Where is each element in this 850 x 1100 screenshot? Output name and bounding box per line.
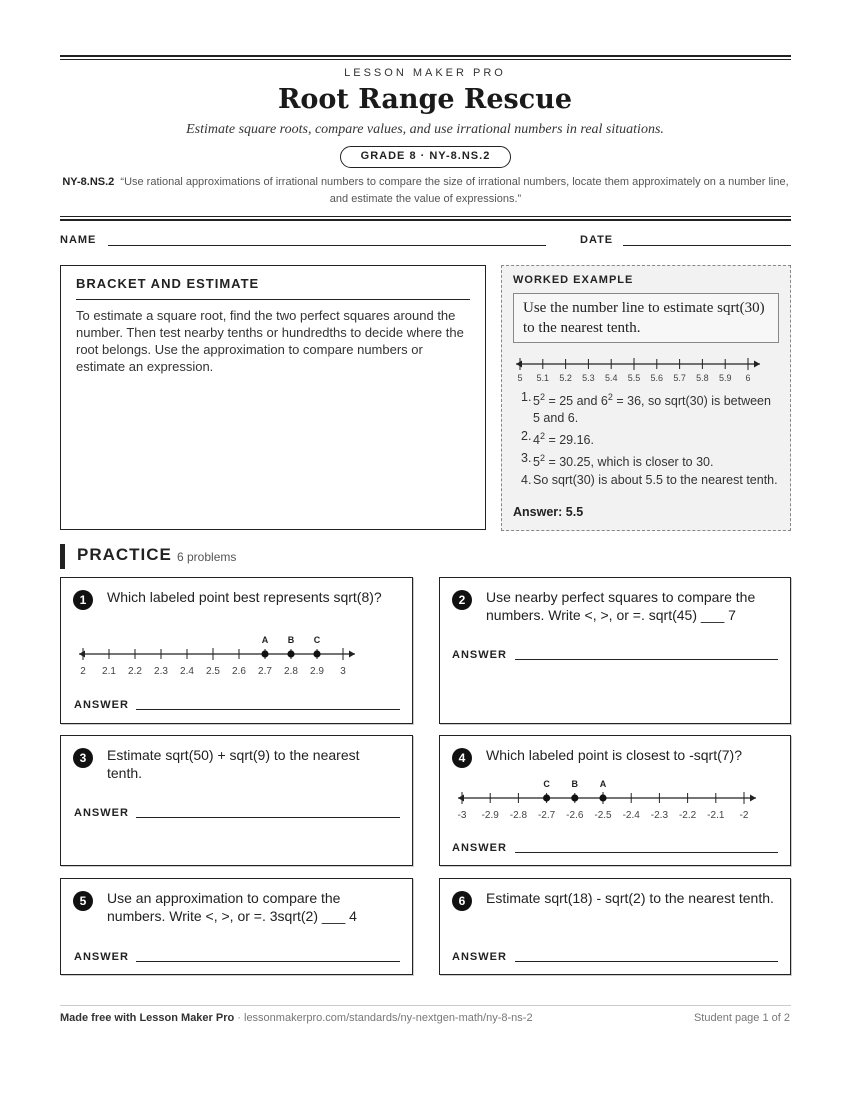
worked-example-heading: WORKED EXAMPLE — [513, 274, 634, 286]
tick-label: -2.6 — [566, 810, 584, 821]
problem-question: Which labeled point best represents sqrt(8)? — [107, 589, 382, 605]
footer-url[interactable]: · lessonmakerpro.com/standards/ny-nextgen-math/ny-8-ns-2 — [234, 1012, 533, 1024]
tick-label: 2.5 — [206, 666, 220, 677]
worked-example-box — [501, 265, 791, 531]
tick-label: -2.4 — [622, 810, 640, 821]
answer-field[interactable] — [515, 961, 778, 962]
tick-label: 2.7 — [258, 666, 272, 677]
answer-field[interactable] — [515, 659, 778, 660]
problem-number: 4 — [452, 748, 472, 768]
arrow-left-icon — [79, 651, 85, 658]
concept-body: To estimate a square root, find the two perfect squares around the number. Then test nearby tenths or hundredths to decide where the root belongs. Use the approximation to compare numbers or estimate an expression. — [76, 308, 464, 374]
arrow-right-icon — [750, 795, 756, 802]
point-marker — [287, 650, 294, 657]
tick-label: -2.3 — [650, 810, 669, 821]
practice-title: PRACTICE — [77, 545, 172, 564]
problem-card-2 — [439, 577, 791, 724]
date-label: DATE — [580, 234, 614, 246]
point-marker — [599, 794, 606, 801]
tick-label: -2.1 — [707, 810, 725, 821]
tick-label: -2.9 — [481, 810, 499, 821]
tick-label: -2.7 — [537, 810, 556, 821]
tick-label: 2.6 — [232, 666, 246, 677]
problem-question: Use nearby perfect squares to compare the numbers. Write <, >, or =. sqrt(45) ___ 7 — [486, 589, 756, 623]
answer-label: ANSWER — [452, 649, 507, 661]
answer-field[interactable] — [136, 961, 400, 962]
problem-number: 5 — [73, 891, 93, 911]
answer-label: ANSWER — [74, 951, 129, 963]
worked-step: 3. $5^2 = 30.25$, which is closer to 30. — [521, 451, 714, 470]
page-subtitle: Estimate square roots, compare values, and use irrational numbers in real situations. — [186, 122, 664, 137]
problem-number: 1 — [73, 590, 93, 610]
footer-credit — [60, 1012, 533, 1024]
concept-heading: BRACKET AND ESTIMATE — [76, 276, 470, 300]
tick-label: 2.4 — [180, 666, 194, 677]
tick-label: 6 — [745, 373, 751, 383]
standard-text: “Use rational approximations of irrational numbers to compare the size of irrational numbers, locate them approximately on a number line, and estimate the value of expressions.” — [120, 176, 789, 205]
tick-label: 5.1 — [536, 373, 550, 383]
tick-label: 2 — [80, 666, 86, 677]
problem-number: 6 — [452, 891, 472, 911]
answer-label: ANSWER — [74, 807, 129, 819]
problem-question: Estimate sqrt(18) - sqrt(2) to the nearest tenth. — [486, 890, 774, 906]
problem-card-4 — [439, 735, 791, 866]
tick-label: 5 — [517, 373, 523, 383]
worked-step: 2. $4^2 = 29.16$. — [521, 429, 594, 448]
problem-question: Estimate sqrt(50) + sqrt(9) to the nearest tenth. — [107, 747, 360, 781]
problem-card-1 — [60, 577, 413, 724]
point-marker — [313, 650, 320, 657]
worked-example-number-line — [510, 354, 766, 388]
point-label: A — [599, 779, 607, 789]
footer-rule — [60, 1005, 791, 1006]
problem-number-line — [452, 774, 762, 822]
answer-field[interactable] — [136, 817, 400, 818]
tick-label: 5.9 — [718, 373, 732, 383]
footer-page-number: Student page 1 of 2 — [693, 1012, 790, 1024]
point-label: B — [287, 635, 295, 645]
tick-label: 5.7 — [673, 373, 686, 383]
name-field[interactable] — [108, 245, 546, 246]
point-marker — [261, 650, 268, 657]
grade-badge: GRADE 8 · NY-8.NS.2 — [340, 146, 511, 168]
tick-label: 2.9 — [310, 666, 324, 677]
answer-field[interactable] — [515, 852, 778, 853]
tick-label: 2.3 — [154, 666, 168, 677]
point-label: A — [261, 635, 269, 645]
worked-example-answer: Answer: 5.5 — [513, 505, 584, 519]
tick-label: -2 — [739, 810, 749, 821]
answer-label: ANSWER — [452, 951, 507, 963]
problem-question: Use an approximation to compare the numbers. Write <, >, or =. 3sqrt(2) ___ 4 — [107, 890, 357, 924]
arrow-right-icon — [754, 361, 760, 368]
arrow-left-icon — [516, 361, 522, 368]
tick-label: -2.8 — [509, 810, 528, 821]
footer-made-with: Made free with Lesson Maker Pro — [60, 1012, 235, 1024]
date-field[interactable] — [623, 245, 791, 246]
tick-label: 5.2 — [559, 373, 572, 383]
point-marker — [571, 794, 578, 801]
standard-code: NY-8.NS.2 — [62, 176, 115, 188]
point-label: B — [571, 779, 579, 789]
worked-step: 4. So sqrt(30) is about 5.5 to the nearest tenth. — [521, 473, 778, 488]
worked-example-steps — [521, 389, 781, 490]
tick-label: 5.5 — [627, 373, 641, 383]
arrow-right-icon — [349, 651, 355, 658]
tick-label: 2.2 — [128, 666, 142, 677]
point-label: C — [543, 779, 550, 789]
header-bottom-rule — [60, 219, 791, 221]
tick-label: 5.8 — [696, 373, 709, 383]
answer-label: ANSWER — [452, 842, 507, 854]
practice-count: 6 problems — [177, 550, 237, 564]
standard-statement — [60, 174, 791, 208]
answer-field[interactable] — [136, 709, 400, 710]
page-title: Root Range Rescue — [277, 84, 573, 115]
tick-label: 3 — [340, 666, 346, 677]
problem-card-5 — [60, 878, 413, 975]
header-bottom-rule-inner — [60, 216, 791, 217]
tick-label: -2.5 — [594, 810, 612, 821]
problem-question: Which labeled point is closest to -sqrt(7)? — [486, 747, 742, 763]
tick-label: 5.4 — [604, 373, 618, 383]
concept-box — [60, 265, 486, 530]
problem-number-line — [73, 630, 361, 678]
problem-number: 2 — [452, 590, 472, 610]
header-top-rule-inner — [60, 59, 791, 60]
name-label: NAME — [60, 234, 97, 246]
tick-label: -2.2 — [678, 810, 697, 821]
answer-label: ANSWER — [74, 699, 129, 711]
problem-card-3 — [60, 735, 413, 866]
worked-step: 1. $5^2 = 25$ and $6^2 = 36$, so sqrt(30) is between 5 and 6. — [521, 390, 771, 426]
brand-name: LESSON MAKER PRO — [344, 67, 506, 79]
point-label: C — [313, 635, 321, 645]
arrow-left-icon — [458, 795, 464, 802]
tick-label: -3 — [457, 810, 467, 821]
tick-label: 2.1 — [102, 666, 116, 677]
practice-accent-bar — [60, 544, 65, 569]
tick-label: 5.6 — [650, 373, 664, 383]
worked-example-prompt: Use the number line to estimate sqrt(30) to the nearest tenth. — [513, 293, 779, 343]
problem-card-6 — [439, 878, 791, 975]
point-marker — [543, 794, 550, 801]
header-top-rule — [60, 55, 791, 57]
problem-number: 3 — [73, 748, 93, 768]
tick-label: 5.3 — [582, 373, 595, 383]
tick-label: 2.8 — [284, 666, 298, 677]
